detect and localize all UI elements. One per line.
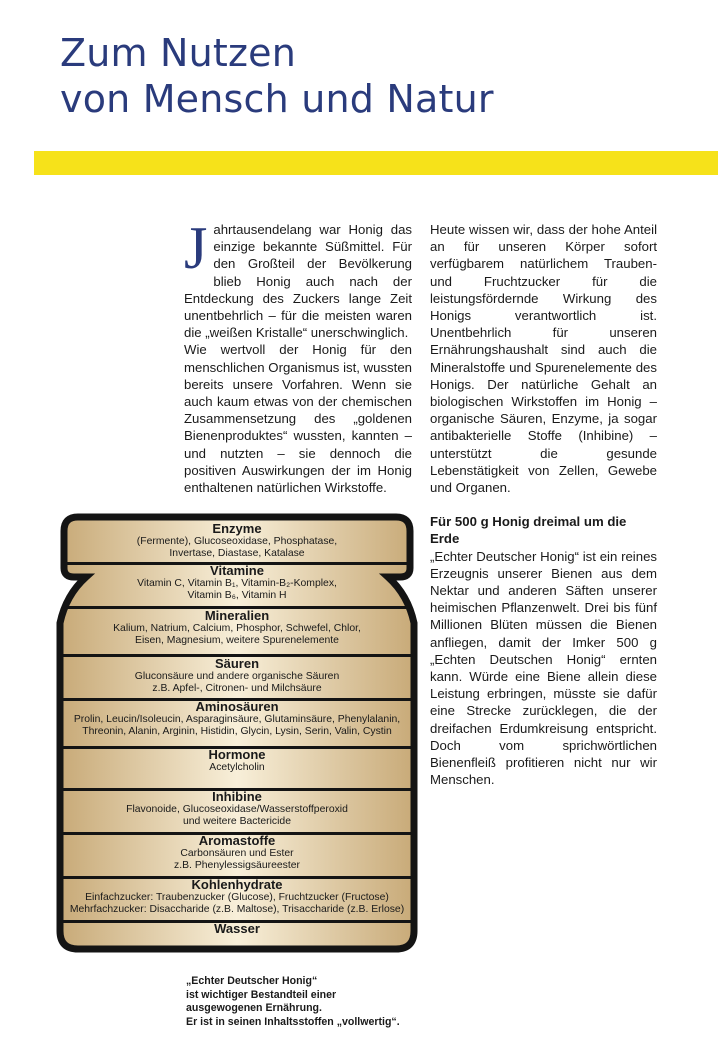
title-line-2: von Mensch und Natur (60, 77, 494, 121)
band-description-line: Vitamin C, Vitamin B₁, Vitamin-B₂-Komplex, (137, 578, 337, 589)
caption-line-1: „Echter Deutscher Honig“ (186, 975, 318, 987)
jar-band (56, 789, 418, 828)
band-title: Kohlenhydrate (191, 877, 283, 892)
jar-band (56, 563, 418, 602)
band-description-line: Vitamin B₆, Vitamin H (187, 589, 287, 601)
band-description-line: Carbonsäuren und Ester (180, 848, 294, 859)
band-title: Inhibine (212, 789, 262, 804)
band-description-line: Eisen, Magnesium, weitere Spurenelemente (135, 634, 339, 646)
band-description-line: Invertase, Diastase, Katalase (169, 547, 305, 559)
band-description-line: Acetylcholin (209, 762, 265, 773)
band-description-line: Flavonoide, Glucoseoxidase/Wasserstoffperoxid (126, 804, 348, 815)
jar-band (56, 521, 418, 560)
section-subheading: Für 500 g Honig dreimal um die Erde (430, 514, 627, 547)
benefits-paragraph: Heute wissen wir, dass der hohe Anteil an für unseren Körper sofort verfügbarem natürlichem Trauben- und Fruchtzucker für die leistungsfördernde Wirkung des Honigs verantwortlich ist. Unentbehrlich für unseren Ernährungshaushalt sind auch die Mineralstoffe und Spurenelemente des Honigs. Der natürliche Gehalt an biologischen Wirkstoffen im Honig – organische Säuren, Enzyme, ja sogar antibakterielle Stoffe (Inhibine) – unterstützt die gesunde Lebenstätigkeit von Zellen, Gewebe und Organen. (430, 222, 657, 496)
jar-band (56, 608, 418, 647)
jar-band (56, 699, 418, 738)
honey-jar-infographic (56, 513, 418, 953)
band-description-line: Einfachzucker: Traubenzucker (Glucose), Fruchtzucker (Fructose) (85, 892, 389, 903)
intro-paragraph (184, 215, 412, 341)
ancestors-paragraph: Wie wertvoll der Honig für den menschlichen Organismus ist, wussten bereits unsere Vorfahren. Wenn sie auch kaum etwas von der chemischen Zusammensetzung des „goldenen Bienenproduktes“ wussten, kannten – und nutzten – sie dennoch die positiven Auswirkungen der im Honig enthaltenen natürlichen Wirkstoffe. (184, 342, 412, 496)
band-description-line: (Fermente), Glucoseoxidase, Phosphatase, (136, 536, 338, 547)
title-line-1: Zum Nutzen (60, 31, 297, 75)
band-description-line: Gluconsäure und andere organische Säuren (134, 671, 340, 682)
jar-band (56, 877, 418, 916)
band-description-line: Kalium, Natrium, Calcium, Phosphor, Schwefel, Chlor, (113, 623, 361, 634)
jar-band (56, 747, 418, 774)
jar-band (56, 921, 418, 936)
accent-bar (34, 151, 718, 175)
left-text-column (184, 215, 412, 496)
caption-line-3: ausgewogenen Ernährung. (186, 1002, 322, 1015)
band-description-line: Threonin, Alanin, Arginin, Histidin, Glycin, Lysin, Serin, Valin, Cystin (82, 725, 392, 737)
band-title: Vitamine (210, 563, 264, 578)
caption-line-2: ist wichtiger Bestandteil einer (186, 988, 337, 1001)
band-title: Aminosäuren (195, 699, 279, 714)
bees-paragraph: „Echter Deutscher Honig“ ist ein reines Erzeugnis unserer Bienen aus dem Nektar und anderen Säften unserer heimischen Pflanzenwelt. Drei bis fünf Millionen Blüten müssen die Bienen anfliegen, damit der Imker 500 g „Echten Deutschen Honig“ ernten kann. Würde eine Biene allein diese Leistung erbringen, müsste sie dafür eine Strecke zurücklegen, die der dreifachen Erdumkreisung entspricht. Doch vom sprichwörtlichen Bienenfleiß profitieren nicht nur wir Menschen. (430, 548, 657, 788)
band-title: Aromastoffe (198, 833, 276, 848)
page-title (60, 30, 620, 122)
band-description-line: z.B. Apfel-, Citronen- und Milchsäure (152, 682, 322, 694)
band-description-line: Mehrfachzucker: Disaccharide (z.B. Maltose), Trisaccharide (z.B. Erlose) (69, 903, 405, 915)
band-title: Mineralien (204, 608, 270, 623)
band-description-line: und weitere Bactericide (182, 815, 291, 827)
band-title: Enzyme (212, 521, 262, 536)
right-text-column (430, 221, 657, 789)
band-title: Säuren (214, 656, 260, 671)
jar-band (56, 656, 418, 695)
band-description-line: z.B. Phenylessigsäureester (174, 859, 300, 871)
footer-caption (186, 975, 446, 1029)
caption-line-4: Er ist in seinen Inhaltsstoffen „vollwertig“. (186, 1015, 400, 1028)
band-title: Hormone (208, 747, 266, 762)
intro-text: ahrtausendelang war Honig das einzige bekannte Süßmittel. Für den Großteil der Bevölkerung blieb Honig auch nach der Entdeckung des Zuckers lange Zeit unentbehrlich – für die meisten waren die „weißen Kristalle“ unerschwinglich. (184, 222, 412, 341)
band-description-line: Prolin, Leucin/Isoleucin, Asparaginsäure, Glutaminsäure, Phenylalanin, (73, 714, 401, 725)
jar-band (56, 833, 418, 872)
band-title: Wasser (214, 921, 260, 936)
drop-cap: J (184, 215, 208, 281)
